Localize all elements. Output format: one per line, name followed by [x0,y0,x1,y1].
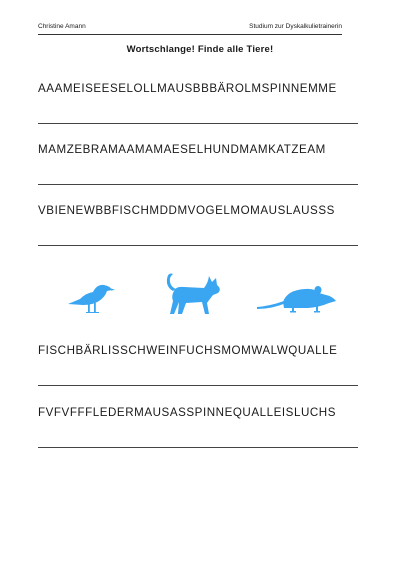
word-snake-2: MAMZEBRAMAAMAMAESELHUNDMAMKATZEAM [38,143,326,156]
answer-line-4[interactable] [38,385,358,386]
bird-icon [66,280,116,314]
page-header [38,22,342,35]
course-name: Studium zur Dyskalkulietrainerin [249,23,342,30]
word-snake-1: AAAMEISEESELOLLMAUSBBBÄROLMSPINNEMME [38,82,337,95]
word-snake-5: FVFVFFFLEDERMAUSASSPINNEQUALLEISLUCHS [38,406,337,419]
worksheet-title: Wortschlange! Finde alle Tiere! [126,44,274,55]
answer-line-5[interactable] [38,447,358,448]
cat-icon [162,271,224,315]
word-snake-4: FISCHBÄRLISSCHWEINFUCHSMOMWALWQUALLE [38,344,338,357]
rat-icon [256,284,338,314]
answer-line-1[interactable] [38,123,358,124]
answer-line-2[interactable] [38,184,358,185]
author-name: Christine Amann [38,23,86,30]
animal-pictures [0,268,400,318]
answer-line-3[interactable] [38,245,358,246]
word-snake-3: VBIENEWBBFISCHMDDMVOGELMOMAUSLAUSSS [38,204,335,217]
